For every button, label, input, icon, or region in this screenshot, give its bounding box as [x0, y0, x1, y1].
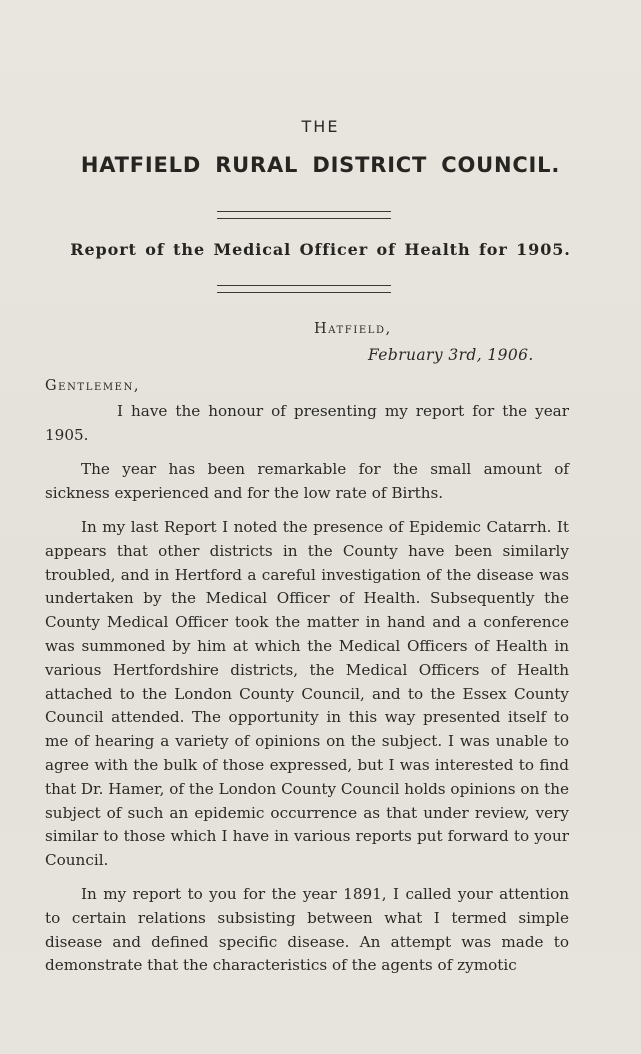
date-line: February 3rd, 1906.: [368, 346, 534, 364]
paragraph-3: In my last Report I noted the presence of Epidemic Catarrh. It appears that other districts in the County have been similarly troubled, and in Hertford a careful investigation of the disease was undertaken by the Medical Officer of Health. Subsequently the County Medical Officer took the matter in hand and a conference was summoned by him at which the Medical Officers of Health in various Hertfordshire districts, the Medical Officers of Health attached to the London County Council, and to the Essex County Council attended. The opportunity in this way presented itself to me of hearing a variety of opinions on the subject. I was unable to agree with the bulk of those expressed, but I was interested to find that Dr. Hamer, of the London County Council holds opinions on the subject of such an epidemic occurrence as that under review, very similar to those which I have in various reports put forward to your Council.: [45, 518, 569, 870]
place-line: Hatfield,: [314, 321, 392, 337]
paragraph-1: I have the honour of presenting my report for the year 1905.: [45, 402, 569, 444]
salutation: Gentlemen,: [45, 378, 141, 394]
double-rule-top: [217, 211, 391, 219]
report-title: Report of the Medical Officer of Health for 1905.: [70, 240, 571, 259]
double-rule-bottom: [217, 285, 391, 293]
heading-the: THE: [301, 117, 340, 136]
council-title: HATFIELD RURAL DISTRICT COUNCIL.: [80, 153, 561, 177]
paragraph-4: In my report to you for the year 1891, I called your attention to certain relations subsisting between what I termed simple disease and defined specific disease. An attempt was made to demonstrate that the characteristics of the agents of zymotic: [45, 885, 569, 975]
paragraph-2: The year has been remarkable for the small amount of sickness experienced and for the low rate of Births.: [45, 460, 569, 502]
